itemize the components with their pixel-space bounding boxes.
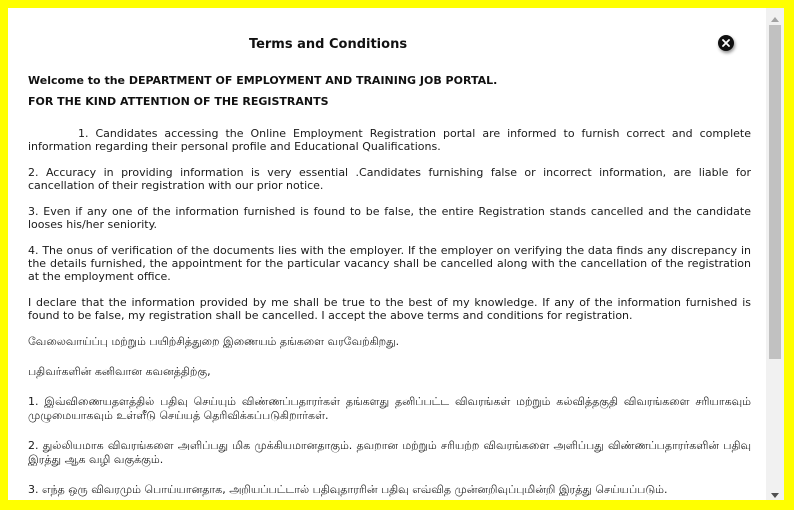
tamil-term-1: 1. இவ்விணையதளத்தில் பதிவு செய்யும் விண்ணப்பதாரர்கள் தங்களது தனிப்பட்ட விவரங்கள் மற்றும் கல்வித்தகுதி விவரங்களை சரியாகவும் முழுமையாகவும் உள்ளீடு செய்யத் தெரிவிக்கப்படுகிறார்கள்.: [28, 395, 751, 422]
vertical-scrollbar[interactable]: [766, 8, 784, 500]
scroll-up-arrow-icon: [771, 8, 779, 26]
terms-paragraphs: [28, 127, 751, 500]
tamil-attention: பதிவர்களின் கனிவான கவனத்திற்கு,: [28, 365, 211, 378]
scroll-down-arrow-icon: [771, 483, 779, 501]
terms-dialog: [8, 8, 784, 500]
close-button[interactable]: [718, 35, 734, 51]
scroll-up-button[interactable]: [766, 8, 784, 24]
close-x-circle-icon: [722, 39, 730, 47]
tamil-welcome: வேலைவாய்ப்பு மற்றும் பயிற்சித்துறை இணையம் தங்களை வரவேற்கிறது.: [28, 335, 400, 348]
scroll-down-button[interactable]: [766, 484, 784, 500]
term-paragraph-4: 4. The onus of verification of the documents lies with the employer. If the employer on verifying the data finds any discrepancy in the details furnished, the appointment for the particular vacancy shall be cancelled along with the cancellation of the registration at the employment office.: [28, 244, 751, 283]
term-paragraph-1: 1. Candidates accessing the Online Employment Registration portal are informed to furnish correct and complete information regarding their personal profile and Educational Qualifications.: [28, 127, 751, 153]
attention-heading: FOR THE KIND ATTENTION OF THE REGISTRANTS: [28, 95, 329, 108]
declaration-paragraph: I declare that the information provided by me shall be true to the best of my knowledge. If any of the information furnished is found to be false, my registration shall be cancelled. I accept the above terms and conditions for registration.: [28, 296, 751, 322]
terms-content: [28, 8, 751, 500]
dialog-title: Terms and Conditions: [248, 37, 408, 52]
scrollbar-thumb[interactable]: [769, 25, 781, 359]
welcome-heading: Welcome to the DEPARTMENT OF EMPLOYMENT AND TRAINING JOB PORTAL.: [28, 74, 498, 87]
term-paragraph-3: 3. Even if any one of the information furnished is found to be false, the entire Registration stands cancelled and the candidate looses his/her seniority.: [28, 205, 751, 231]
tamil-term-2: 2. துல்லியமாக விவரங்களை அளிப்பது மிக முக்கியமானதாகும். தவறான மற்றும் சரியற்ற விவரங்களை அளிப்பது விண்ணப்பதாரர்களின் பதிவு இரத்து ஆக வழி வகுக்கும்.: [28, 439, 751, 466]
term-paragraph-2: 2. Accuracy in providing information is very essential .Candidates furnishing false or incorrect information, are liable for cancellation of their registration with our prior notice.: [28, 166, 751, 192]
tamil-term-3: 3. எந்த ஒரு விவரமும் பொய்யானதாக, அறியப்பட்டால் பதிவுதாரரின் பதிவு எவ்வித முன்னறிவுப்புமின்றி இரத்து செய்யப்படும்.: [28, 483, 668, 496]
